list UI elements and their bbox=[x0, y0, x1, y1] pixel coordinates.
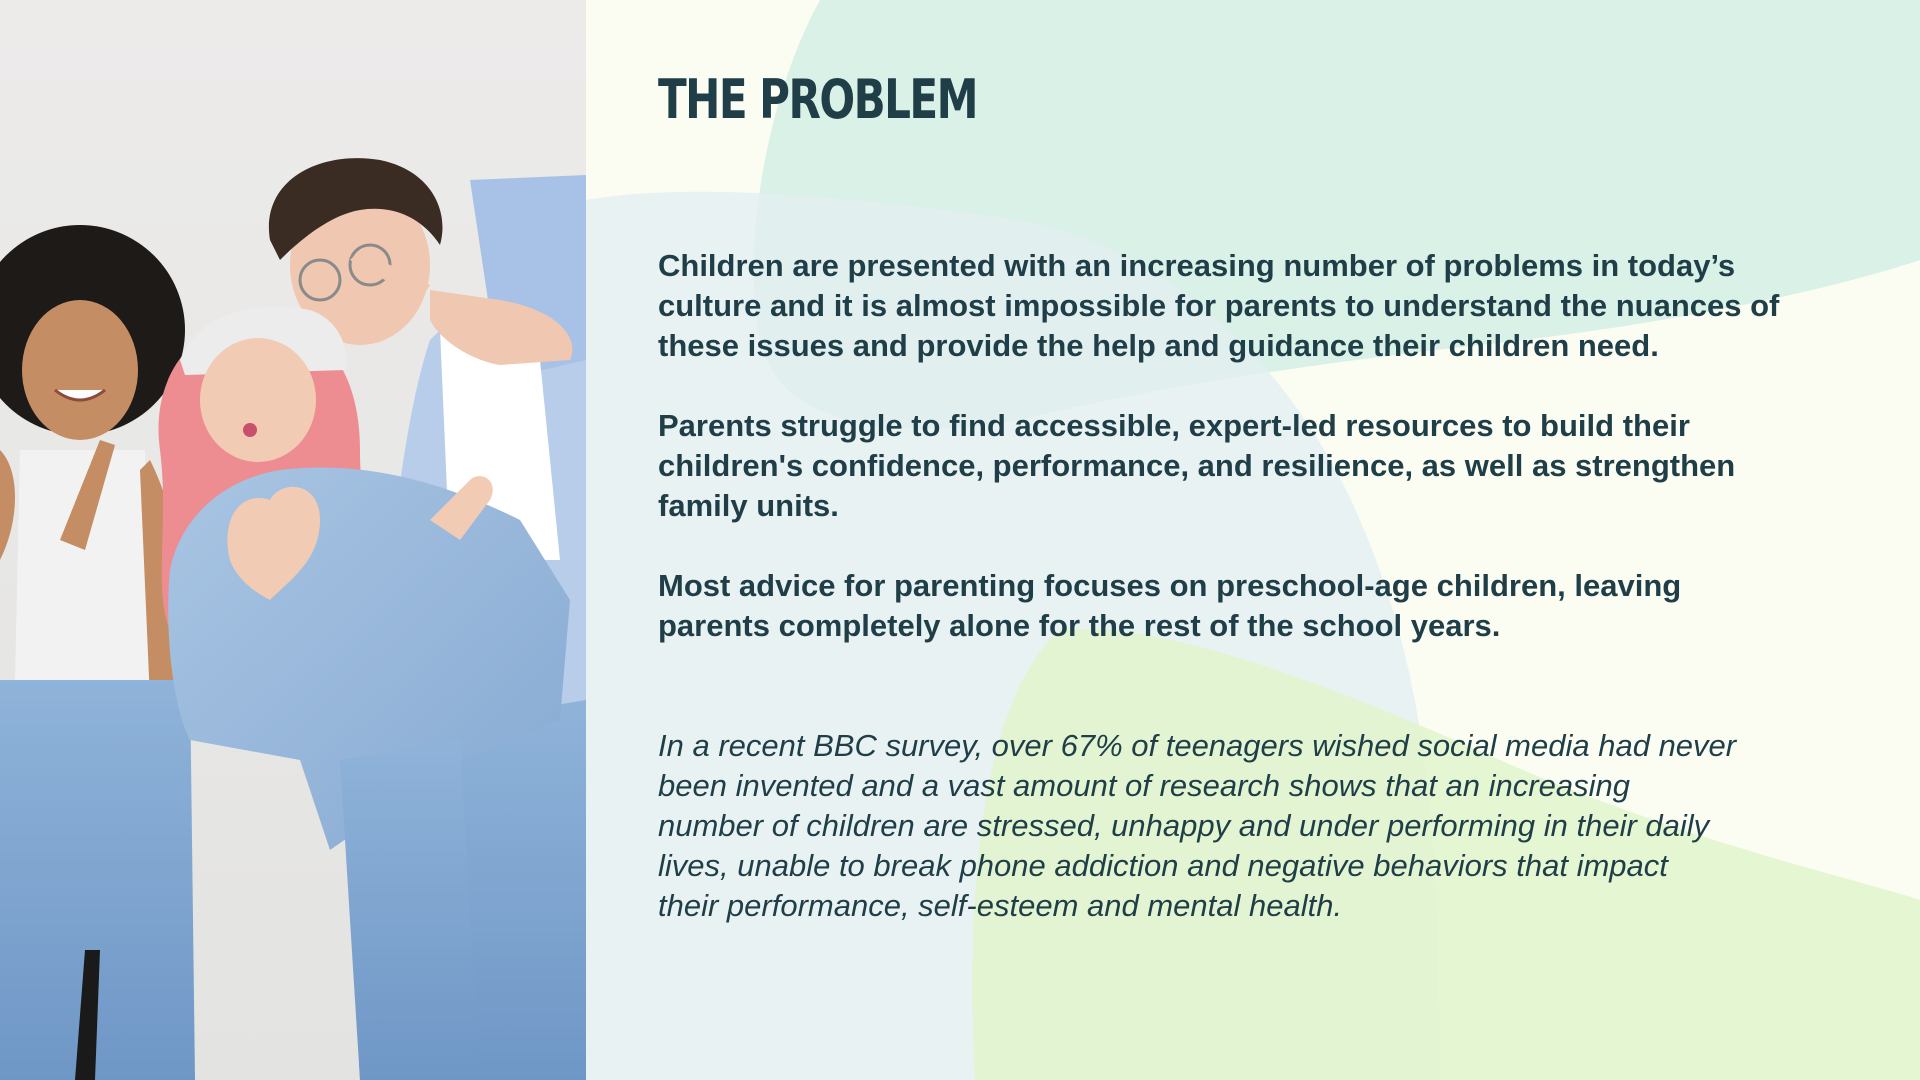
text-line: family units. bbox=[658, 488, 839, 523]
text-line: Most advice for parenting focuses on preschool-age children, leaving bbox=[658, 568, 1682, 603]
quote-line: In a recent BBC survey, over 67% of teenagers wished social media had never bbox=[658, 728, 1737, 763]
problem-paragraph-3 bbox=[658, 566, 1858, 646]
problem-paragraph-2 bbox=[658, 406, 1858, 526]
problem-paragraph-1 bbox=[658, 246, 1858, 366]
text-line: Children are presented with an increasing number of problems in today’s bbox=[658, 248, 1736, 283]
quote-line: lives, unable to break phone addiction and negative behaviors that impact bbox=[658, 848, 1668, 883]
quote-line: their performance, self-esteem and mental health. bbox=[658, 888, 1343, 923]
quote-line: been invented and a vast amount of research shows that an increasing bbox=[658, 768, 1630, 803]
page-title: THE PROBLEM bbox=[658, 68, 978, 131]
content-column bbox=[658, 62, 1858, 926]
survey-quote bbox=[658, 726, 1858, 926]
text-line: parents completely alone for the rest of the school years. bbox=[658, 608, 1501, 643]
text-line: Parents struggle to find accessible, expert-led resources to build their bbox=[658, 408, 1690, 443]
three-teens-posing-photo bbox=[0, 0, 586, 1080]
text-line: children's confidence, performance, and resilience, as well as strengthen bbox=[658, 448, 1736, 483]
text-line: these issues and provide the help and guidance their children need. bbox=[658, 328, 1659, 363]
text-line: culture and it is almost impossible for parents to understand the nuances of bbox=[658, 288, 1780, 323]
quote-line: number of children are stressed, unhappy and under performing in their daily bbox=[658, 808, 1710, 843]
